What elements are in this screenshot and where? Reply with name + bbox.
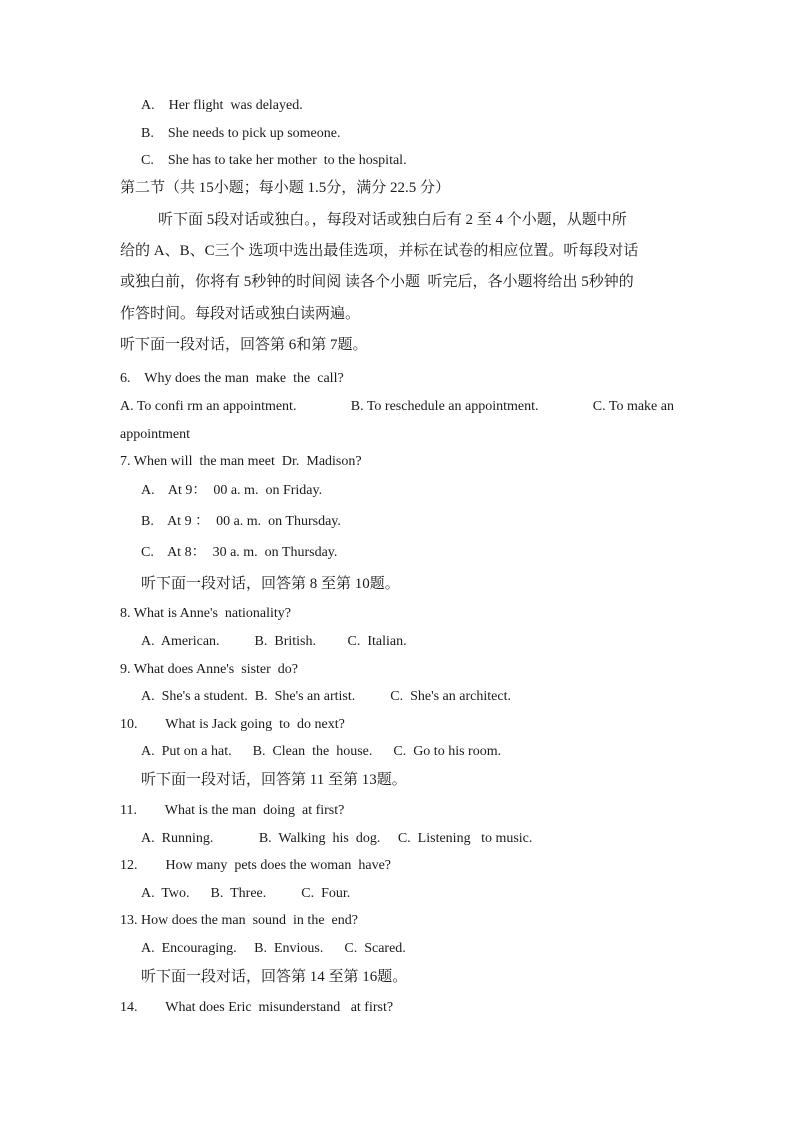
question-6-option-c-wrap: appointment [120,427,190,442]
question-13-options: A. Encouraging. B. Envious. C. Scared. [141,941,406,956]
question-8: 8. What is Anne's nationality? [120,606,292,621]
instruction-line-2: 给的 A、B、C三个 选项中选出最佳选项，并标在试卷的相应位置。听每段对话 [120,243,639,259]
question-7-option-a: A. At 9： 00 a. m. on Friday. [141,483,323,498]
question-6: 6. Why does the man make the call? [120,371,344,386]
section-header: 第二节（共 15小题；每小题 1.5分，满分 22.5 分） [120,180,451,196]
question-14: 14. What does Eric misunderstand at first? [120,1000,394,1015]
question-6-option-c: C. To make an [592,399,674,414]
question-8-options: A. American. B. British. C. Italian. [141,634,407,649]
instruction-line-3: 或独白前，你将有 5秒钟的时间阅 读各个小题 听完后，各小题将给出 5秒钟的 [120,274,634,290]
question-7-option-b: B. At 9 ： 00 a. m. on Thursday. [141,514,341,529]
question-7: 7. When will the man meet Dr. Madison? [120,454,362,469]
question-13: 13. How does the man sound in the end? [120,913,358,928]
question-11: 11. What is the man doing at first? [120,803,345,818]
dialogue-intro-2: 听下面一段对话，回答第 8 至第 10题。 [141,576,400,592]
question-7-option-c: C. At 8： 30 a. m. on Thursday. [141,545,338,560]
question-10-options: A. Put on a hat. B. Clean the house. C. Go to his room. [141,744,502,759]
question-9-options: A. She's a student. B. She's an artist. C. She's an architect. [141,689,511,704]
prev-option-b: B. She needs to pick up someone. [141,126,341,141]
question-6-option-a: A. To confi rm an appointment. [120,399,297,414]
question-12-options: A. Two. B. Three. C. Four. [141,886,351,901]
instruction-line-1: 听下面 5段对话或独白。，每段对话或独白后有 2 至 4 个小题，从题中所 [158,212,627,228]
instruction-line-4: 作答时间。每段对话或独白读两遍。 [120,306,361,322]
question-11-options: A. Running. B. Walking his dog. C. Listening to music. [141,831,533,846]
dialogue-intro-1: 听下面一段对话，回答第 6和第 7题。 [120,337,368,353]
question-10: 10. What is Jack going to do next? [120,717,345,732]
dialogue-intro-3: 听下面一段对话，回答第 11 至第 13题。 [141,772,407,788]
prev-option-a: A. Her flight was delayed. [141,98,303,113]
question-6-option-b: B. To reschedule an appointment. [350,399,539,414]
prev-option-c: C. She has to take her mother to the hospital. [141,153,407,168]
question-12: 12. How many pets does the woman have? [120,858,391,873]
dialogue-intro-4: 听下面一段对话，回答第 14 至第 16题。 [141,969,408,985]
question-9: 9. What does Anne's sister do? [120,662,299,677]
question-6-options [120,398,674,416]
